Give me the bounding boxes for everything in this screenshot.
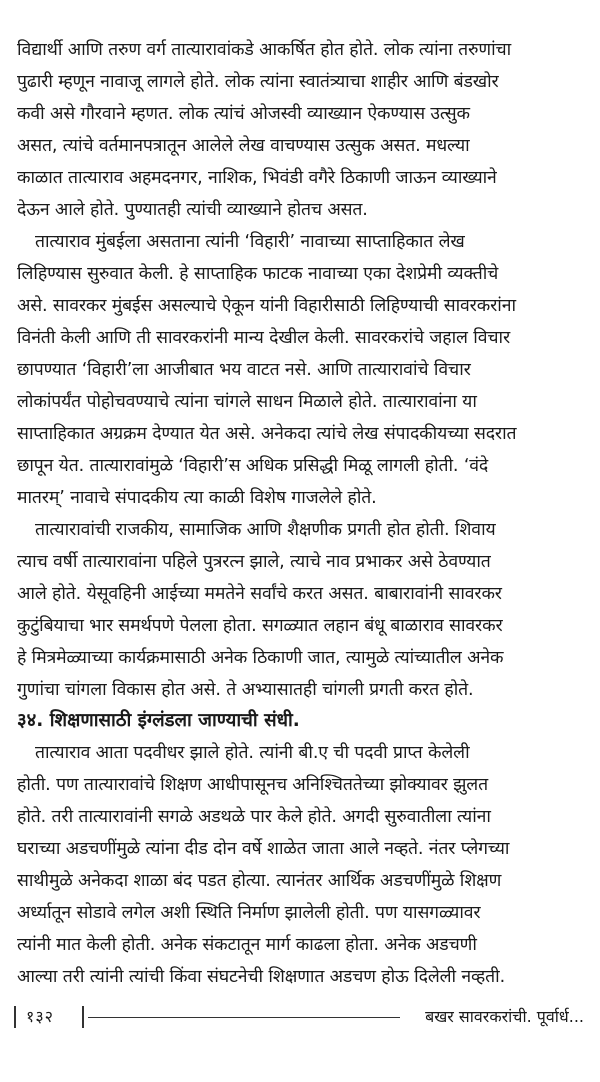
paragraph-line: कुटुंबियाचा भार समर्थपणे पेलला होता. सगळ्यात लहान बंधू बाळाराव सावरकर	[17, 616, 503, 636]
footer-mid-bar	[82, 1006, 84, 1028]
page-number: १३२	[26, 1007, 54, 1026]
paragraph-line: अर्ध्यातून सोडावे लगेल अशी स्थिति निर्माण झालेली होती. पण यासगळ्यावर	[17, 903, 481, 923]
footer-left-bar	[14, 1006, 16, 1028]
paragraph-line: आले होते. येसूवहिनी आईच्या ममतेने सर्वांचे करत असत. बाबारावांनी सावरकर	[17, 584, 502, 604]
paragraph-2	[17, 226, 589, 514]
paragraph-3	[17, 514, 589, 706]
paragraph-line: देऊन आले होते. पुण्यातही त्यांची व्याख्याने होतच असत.	[17, 200, 368, 220]
paragraph-line: छापून येत. तात्यारावांमुळे ‘विहारी’स अधिक प्रसिद्धी मिळू लागली होती. ‘वंदे	[17, 456, 489, 476]
paragraph-line: तात्याराव मुंबईला असताना त्यांनी ‘विहारी’ नावाच्या साप्ताहिकात लेख	[35, 232, 465, 252]
paragraph-line: घराच्या अडचणींमुळे त्यांना दीड दोन वर्षे शाळेत जाता आले नव्हते. नंतर प्लेगच्या	[17, 839, 510, 859]
paragraph-line: साथीमुळे अनेकदा शाळा बंद पडत होत्या. त्यानंतर आर्थिक अडचणींमुळे शिक्षण	[17, 871, 502, 891]
paragraph-line: होती. पण तात्यारावांचे शिक्षण आधीपासूनच अनिश्चिततेच्या झोक्यावर झुलत	[17, 775, 488, 795]
paragraph-line: काळात तात्याराव अहमदनगर, नाशिक, भिवंडी वगैरे ठिकाणी जाऊन व्याख्याने	[17, 168, 497, 188]
paragraph-line: होते. तरी तात्यारावांनी सगळे अडथळे पार केले होते. अगदी सुरुवातीला त्यांना	[17, 807, 491, 827]
paragraph-line: लिहिण्यास सुरुवात केली. हे साप्ताहिक फाटक नावाच्या एका देशप्रेमी व्यक्तीचे	[17, 264, 499, 284]
page-footer	[10, 1002, 590, 1032]
paragraph-line: गुणांचा चांगला विकास होत असे. ते अभ्यासातही चांगली प्रगती करत होते.	[17, 680, 474, 700]
paragraph-line: छापण्यात ‘विहारी’ला आजीबात भय वाटत नसे. आणि तात्यारावांचे विचार	[17, 360, 471, 380]
paragraph-line: तात्यारावांची राजकीय, सामाजिक आणि शैक्षणीक प्रगती होत होती. शिवाय	[35, 520, 496, 540]
paragraph-1	[17, 34, 589, 226]
paragraph-line: विद्यार्थी आणि तरुण वर्ग तात्यारावांकडे आकर्षित होत होते. लोक त्यांना तरुणांचा	[17, 40, 512, 60]
paragraph-line: त्याच वर्षी तात्यारावांना पहिले पुत्ररत्न झाले, त्याचे नाव प्रभाकर असे ठेवण्यात	[17, 552, 491, 572]
section-heading: ३४. शिक्षणासाठी इंग्लंडला जाण्याची संधी.	[17, 710, 300, 731]
section-paragraph	[17, 737, 589, 993]
paragraph-line: तात्याराव आता पदवीधर झाले होते. त्यांनी बी.ए ची पदवी प्राप्त केलेली	[35, 743, 470, 763]
paragraph-line: त्यांनी मात केली होती. अनेक संकटातून मार्ग काढला होता. अनेक अडचणी	[17, 935, 477, 955]
book-title: बखर सावरकरांची. पूर्वार्ध...	[425, 1007, 584, 1026]
paragraph-line: असे. सावरकर मुंबईस असल्याचे ऐकून यांनी विहारीसाठी लिहिण्याची सावरकरांना	[17, 296, 516, 316]
paragraph-line: साप्ताहिकात अग्रक्रम देण्यात येत असे. अनेकदा त्यांचे लेख संपादकीयच्या सदरात	[17, 424, 517, 444]
paragraph-line: पुढारी म्हणून नावाजू लागले होते. लोक त्यांना स्वातंत्र्याचा शाहीर आणि बंडखोर	[17, 72, 499, 92]
paragraph-line: कवी असे गौरवाने म्हणत. लोक त्यांचं ओजस्वी व्याख्यान ऐकण्यास उत्सुक	[17, 104, 470, 124]
paragraph-line: असत, त्यांचे वर्तमानपत्रातून आलेले लेख वाचण्यास उत्सुक असत. मधल्या	[17, 136, 470, 156]
footer-rule	[88, 1017, 400, 1018]
paragraph-line: हे मित्रमेळ्याच्या कार्यक्रमासाठी अनेक ठिकाणी जात, त्यामुळे त्यांच्यातील अनेक	[17, 648, 504, 668]
paragraph-line: लोकांपर्यंत पोहोचवण्याचे त्यांना चांगले साधन मिळाले होते. तात्यारावांना या	[17, 392, 477, 412]
paragraph-line: आल्या तरी त्यांनी त्यांची किंवा संघटनेची शिक्षणात अडचण होऊ दिलेली नव्हती.	[17, 967, 506, 987]
paragraph-line: विनंती केली आणि ती सावरकरांनी मान्य देखील केली. सावरकरांचे जहाल विचार	[17, 328, 511, 348]
paragraph-line: मातरम्’ नावाचे संपादकीय त्या काळी विशेष गाजलेले होते.	[17, 488, 377, 508]
